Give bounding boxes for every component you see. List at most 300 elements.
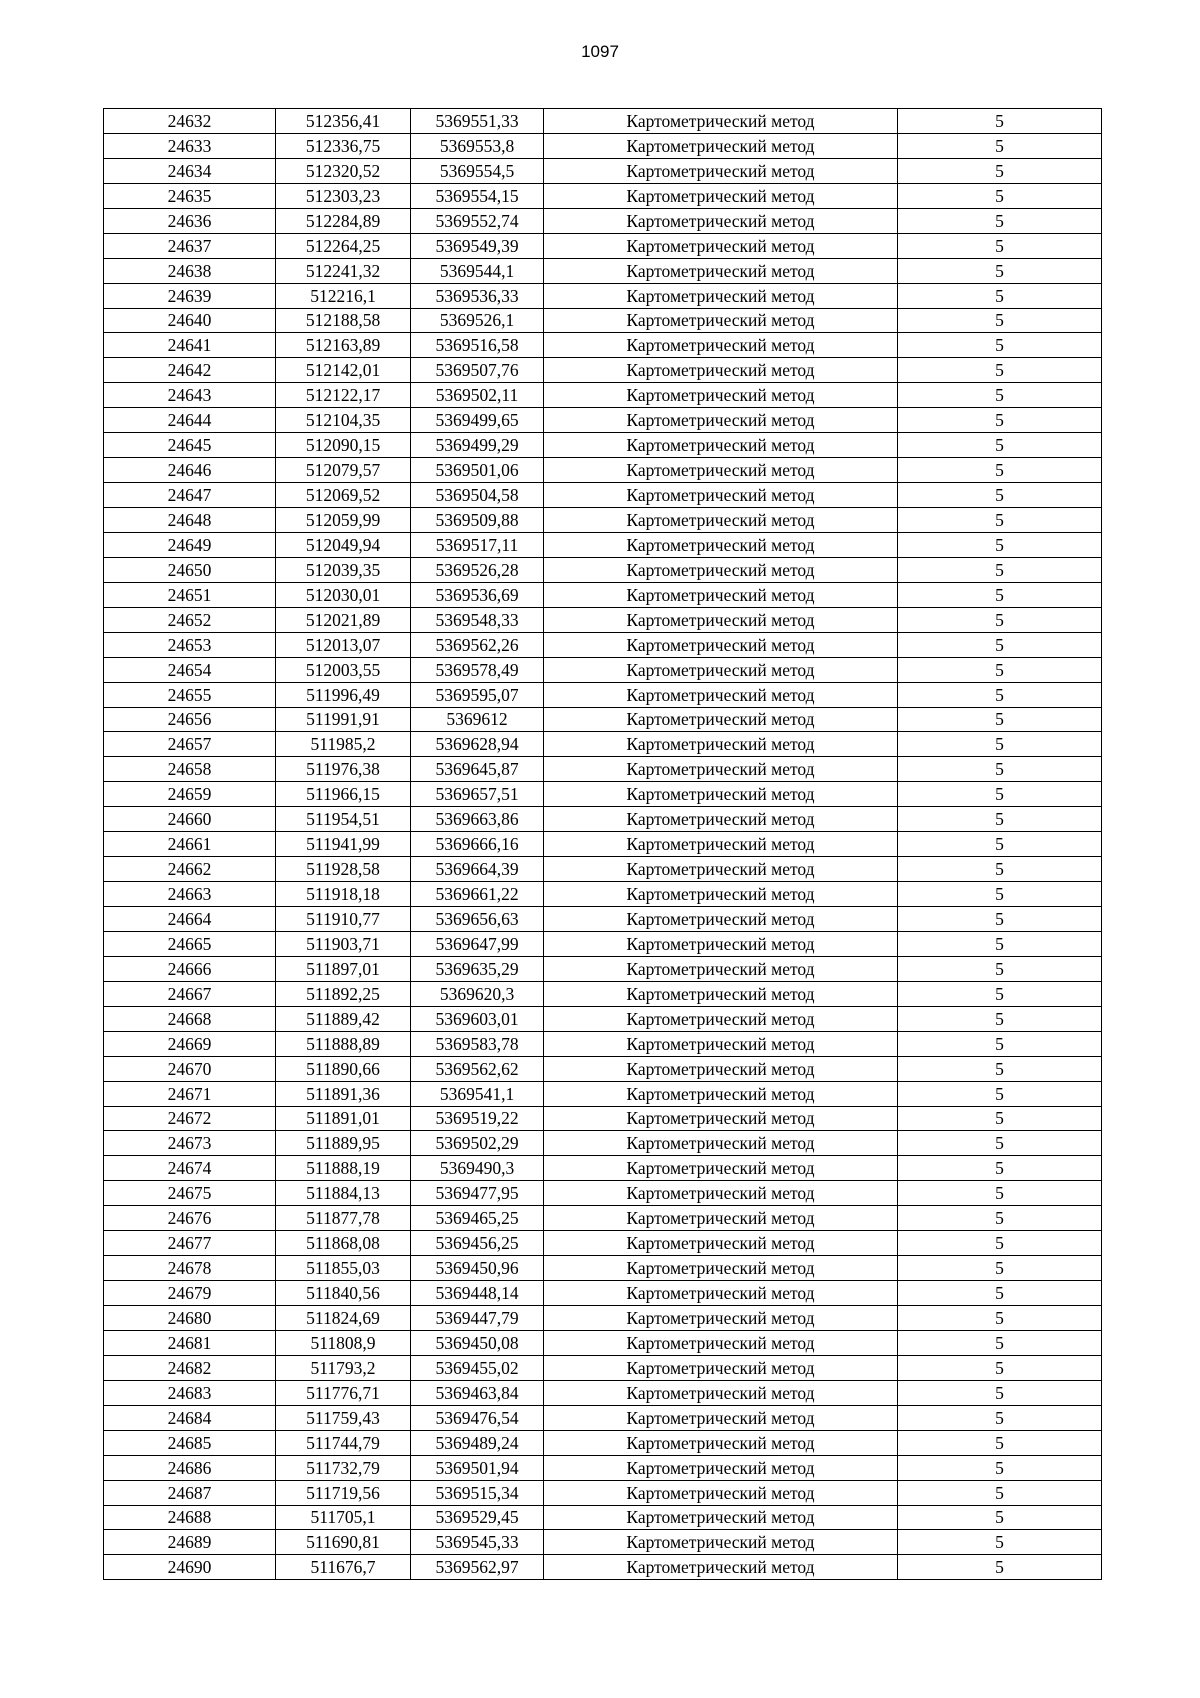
x-coordinate-cell: 511884,13 [276,1181,411,1206]
y-coordinate-cell: 5369635,29 [411,956,544,981]
table-row [104,1430,1102,1455]
x-coordinate-cell: 512320,52 [276,158,411,183]
table-row [104,557,1102,582]
x-coordinate-cell: 511928,58 [276,857,411,882]
x-coordinate-cell: 511705,1 [276,1505,411,1530]
x-coordinate-cell: 512013,07 [276,632,411,657]
y-coordinate-cell: 5369502,11 [411,383,544,408]
table-row [104,1480,1102,1505]
accuracy-cell: 5 [898,1156,1102,1181]
point-number-cell: 24646 [104,458,276,483]
method-cell: Картометрический метод [544,508,898,533]
method-cell: Картометрический метод [544,233,898,258]
method-cell: Картометрический метод [544,532,898,557]
table-row [104,1505,1102,1530]
method-cell: Картометрический метод [544,956,898,981]
table-row [104,1131,1102,1156]
point-number-cell: 24675 [104,1181,276,1206]
accuracy-cell: 5 [898,208,1102,233]
table-row [104,258,1102,283]
y-coordinate-cell: 5369450,08 [411,1330,544,1355]
method-cell: Картометрический метод [544,1081,898,1106]
y-coordinate-cell: 5369544,1 [411,258,544,283]
accuracy-cell: 5 [898,632,1102,657]
table-row [104,383,1102,408]
point-number-cell: 24674 [104,1156,276,1181]
table-row [104,1156,1102,1181]
method-cell: Картометрический метод [544,208,898,233]
accuracy-cell: 5 [898,707,1102,732]
point-number-cell: 24658 [104,757,276,782]
method-cell: Картометрический метод [544,1355,898,1380]
y-coordinate-cell: 5369562,97 [411,1555,544,1580]
point-number-cell: 24665 [104,931,276,956]
x-coordinate-cell: 512090,15 [276,433,411,458]
accuracy-cell: 5 [898,807,1102,832]
table-row [104,607,1102,632]
point-number-cell: 24653 [104,632,276,657]
y-coordinate-cell: 5369647,99 [411,931,544,956]
y-coordinate-cell: 5369541,1 [411,1081,544,1106]
method-cell: Картометрический метод [544,1430,898,1455]
point-number-cell: 24644 [104,408,276,433]
accuracy-cell: 5 [898,832,1102,857]
y-coordinate-cell: 5369595,07 [411,682,544,707]
accuracy-cell: 5 [898,458,1102,483]
accuracy-cell: 5 [898,1131,1102,1156]
method-cell: Картометрический метод [544,707,898,732]
table-row [104,1081,1102,1106]
point-number-cell: 24636 [104,208,276,233]
x-coordinate-cell: 511732,79 [276,1455,411,1480]
accuracy-cell: 5 [898,1555,1102,1580]
accuracy-cell: 5 [898,1231,1102,1256]
accuracy-cell: 5 [898,1031,1102,1056]
table-row [104,1555,1102,1580]
table-row [104,1206,1102,1231]
table-row [104,508,1102,533]
accuracy-cell: 5 [898,1530,1102,1555]
method-cell: Картометрический метод [544,1330,898,1355]
table-row [104,1256,1102,1281]
x-coordinate-cell: 511910,77 [276,907,411,932]
method-cell: Картометрический метод [544,557,898,582]
accuracy-cell: 5 [898,607,1102,632]
point-number-cell: 24667 [104,981,276,1006]
point-number-cell: 24676 [104,1206,276,1231]
point-number-cell: 24677 [104,1231,276,1256]
method-cell: Картометрический метод [544,1031,898,1056]
accuracy-cell: 5 [898,1355,1102,1380]
accuracy-cell: 5 [898,109,1102,134]
method-cell: Картометрический метод [544,458,898,483]
point-number-cell: 24656 [104,707,276,732]
x-coordinate-cell: 511903,71 [276,931,411,956]
accuracy-cell: 5 [898,1106,1102,1131]
y-coordinate-cell: 5369548,33 [411,607,544,632]
x-coordinate-cell: 511690,81 [276,1530,411,1555]
x-coordinate-cell: 511719,56 [276,1480,411,1505]
point-number-cell: 24657 [104,732,276,757]
point-number-cell: 24681 [104,1330,276,1355]
point-number-cell: 24632 [104,109,276,134]
x-coordinate-cell: 511840,56 [276,1281,411,1306]
table-row [104,956,1102,981]
table-row [104,907,1102,932]
point-number-cell: 24664 [104,907,276,932]
x-coordinate-cell: 511996,49 [276,682,411,707]
table-row [104,233,1102,258]
y-coordinate-cell: 5369519,22 [411,1106,544,1131]
x-coordinate-cell: 512122,17 [276,383,411,408]
accuracy-cell: 5 [898,408,1102,433]
table-row [104,283,1102,308]
method-cell: Картометрический метод [544,1206,898,1231]
page-number: 1097 [581,42,619,61]
y-coordinate-cell: 5369490,3 [411,1156,544,1181]
y-coordinate-cell: 5369536,69 [411,582,544,607]
y-coordinate-cell: 5369447,79 [411,1306,544,1331]
accuracy-cell: 5 [898,233,1102,258]
table-row [104,458,1102,483]
table-row [104,333,1102,358]
y-coordinate-cell: 5369476,54 [411,1405,544,1430]
y-coordinate-cell: 5369666,16 [411,832,544,857]
accuracy-cell: 5 [898,1330,1102,1355]
y-coordinate-cell: 5369554,5 [411,158,544,183]
method-cell: Картометрический метод [544,981,898,1006]
y-coordinate-cell: 5369516,58 [411,333,544,358]
method-cell: Картометрический метод [544,882,898,907]
table-row [104,483,1102,508]
point-number-cell: 24661 [104,832,276,857]
accuracy-cell: 5 [898,682,1102,707]
method-cell: Картометрический метод [544,1006,898,1031]
y-coordinate-cell: 5369663,86 [411,807,544,832]
y-coordinate-cell: 5369456,25 [411,1231,544,1256]
point-number-cell: 24655 [104,682,276,707]
table-row [104,1306,1102,1331]
point-number-cell: 24671 [104,1081,276,1106]
method-cell: Картометрический метод [544,657,898,682]
x-coordinate-cell: 511890,66 [276,1056,411,1081]
x-coordinate-cell: 511676,7 [276,1555,411,1580]
method-cell: Картометрический метод [544,133,898,158]
table-row [104,1530,1102,1555]
y-coordinate-cell: 5369501,06 [411,458,544,483]
x-coordinate-cell: 511954,51 [276,807,411,832]
method-cell: Картометрический метод [544,1480,898,1505]
y-coordinate-cell: 5369526,1 [411,308,544,333]
y-coordinate-cell: 5369499,29 [411,433,544,458]
point-number-cell: 24638 [104,258,276,283]
point-number-cell: 24669 [104,1031,276,1056]
accuracy-cell: 5 [898,532,1102,557]
accuracy-cell: 5 [898,333,1102,358]
accuracy-cell: 5 [898,1380,1102,1405]
x-coordinate-cell: 511888,19 [276,1156,411,1181]
table-row [104,133,1102,158]
accuracy-cell: 5 [898,981,1102,1006]
table-row [104,408,1102,433]
point-number-cell: 24684 [104,1405,276,1430]
point-number-cell: 24634 [104,158,276,183]
accuracy-cell: 5 [898,383,1102,408]
y-coordinate-cell: 5369515,34 [411,1480,544,1505]
method-cell: Картометрический метод [544,782,898,807]
x-coordinate-cell: 511855,03 [276,1256,411,1281]
table-row [104,433,1102,458]
x-coordinate-cell: 512003,55 [276,657,411,682]
x-coordinate-cell: 511976,38 [276,757,411,782]
x-coordinate-cell: 511891,01 [276,1106,411,1131]
accuracy-cell: 5 [898,1181,1102,1206]
x-coordinate-cell: 512163,89 [276,333,411,358]
method-cell: Картометрический метод [544,433,898,458]
accuracy-cell: 5 [898,732,1102,757]
method-cell: Картометрический метод [544,632,898,657]
accuracy-cell: 5 [898,258,1102,283]
point-number-cell: 24680 [104,1306,276,1331]
table-row [104,707,1102,732]
accuracy-cell: 5 [898,1006,1102,1031]
x-coordinate-cell: 512079,57 [276,458,411,483]
accuracy-cell: 5 [898,582,1102,607]
y-coordinate-cell: 5369455,02 [411,1355,544,1380]
point-number-cell: 24648 [104,508,276,533]
point-number-cell: 24642 [104,358,276,383]
y-coordinate-cell: 5369463,84 [411,1380,544,1405]
y-coordinate-cell: 5369657,51 [411,782,544,807]
method-cell: Картометрический метод [544,682,898,707]
x-coordinate-cell: 512104,35 [276,408,411,433]
point-number-cell: 24678 [104,1256,276,1281]
point-number-cell: 24662 [104,857,276,882]
coordinates-table [103,108,1102,1580]
x-coordinate-cell: 512241,32 [276,258,411,283]
method-cell: Картометрический метод [544,158,898,183]
method-cell: Картометрический метод [544,408,898,433]
point-number-cell: 24651 [104,582,276,607]
x-coordinate-cell: 512059,99 [276,508,411,533]
y-coordinate-cell: 5369552,74 [411,208,544,233]
table-row [104,582,1102,607]
y-coordinate-cell: 5369517,11 [411,532,544,557]
point-number-cell: 24686 [104,1455,276,1480]
point-number-cell: 24666 [104,956,276,981]
table-row [104,208,1102,233]
point-number-cell: 24659 [104,782,276,807]
y-coordinate-cell: 5369509,88 [411,508,544,533]
method-cell: Картометрический метод [544,1530,898,1555]
method-cell: Картометрический метод [544,1281,898,1306]
y-coordinate-cell: 5369562,62 [411,1056,544,1081]
method-cell: Картометрический метод [544,582,898,607]
table-row [104,832,1102,857]
method-cell: Картометрический метод [544,757,898,782]
table-row [104,1330,1102,1355]
point-number-cell: 24670 [104,1056,276,1081]
y-coordinate-cell: 5369645,87 [411,757,544,782]
accuracy-cell: 5 [898,1480,1102,1505]
method-cell: Картометрический метод [544,832,898,857]
accuracy-cell: 5 [898,1256,1102,1281]
y-coordinate-cell: 5369504,58 [411,483,544,508]
method-cell: Картометрический метод [544,283,898,308]
accuracy-cell: 5 [898,956,1102,981]
accuracy-cell: 5 [898,1281,1102,1306]
method-cell: Картометрический метод [544,732,898,757]
point-number-cell: 24654 [104,657,276,682]
x-coordinate-cell: 511808,9 [276,1330,411,1355]
point-number-cell: 24682 [104,1355,276,1380]
accuracy-cell: 5 [898,1056,1102,1081]
table-row [104,183,1102,208]
accuracy-cell: 5 [898,158,1102,183]
point-number-cell: 24683 [104,1380,276,1405]
accuracy-cell: 5 [898,1455,1102,1480]
y-coordinate-cell: 5369477,95 [411,1181,544,1206]
table-row [104,109,1102,134]
point-number-cell: 24690 [104,1555,276,1580]
x-coordinate-cell: 511868,08 [276,1231,411,1256]
x-coordinate-cell: 511793,2 [276,1355,411,1380]
accuracy-cell: 5 [898,133,1102,158]
y-coordinate-cell: 5369578,49 [411,657,544,682]
method-cell: Картометрический метод [544,1405,898,1430]
accuracy-cell: 5 [898,183,1102,208]
table-row [104,1355,1102,1380]
method-cell: Картометрический метод [544,1106,898,1131]
table-row [104,1281,1102,1306]
table-row [104,1106,1102,1131]
point-number-cell: 24689 [104,1530,276,1555]
x-coordinate-cell: 511759,43 [276,1405,411,1430]
accuracy-cell: 5 [898,1430,1102,1455]
x-coordinate-cell: 511824,69 [276,1306,411,1331]
method-cell: Картометрический метод [544,1056,898,1081]
table-row [104,981,1102,1006]
x-coordinate-cell: 511889,42 [276,1006,411,1031]
method-cell: Картометрический метод [544,383,898,408]
table-body [104,109,1102,1580]
method-cell: Картометрический метод [544,308,898,333]
table-row [104,1056,1102,1081]
x-coordinate-cell: 512356,41 [276,109,411,134]
y-coordinate-cell: 5369603,01 [411,1006,544,1031]
accuracy-cell: 5 [898,931,1102,956]
point-number-cell: 24652 [104,607,276,632]
table-row [104,1405,1102,1430]
table-row [104,1006,1102,1031]
y-coordinate-cell: 5369502,29 [411,1131,544,1156]
y-coordinate-cell: 5369612 [411,707,544,732]
point-number-cell: 24645 [104,433,276,458]
point-number-cell: 24668 [104,1006,276,1031]
table-row [104,1181,1102,1206]
x-coordinate-cell: 511918,18 [276,882,411,907]
accuracy-cell: 5 [898,782,1102,807]
table-row [104,532,1102,557]
method-cell: Картометрический метод [544,1555,898,1580]
point-number-cell: 24673 [104,1131,276,1156]
accuracy-cell: 5 [898,757,1102,782]
y-coordinate-cell: 5369448,14 [411,1281,544,1306]
point-number-cell: 24672 [104,1106,276,1131]
x-coordinate-cell: 511941,99 [276,832,411,857]
accuracy-cell: 5 [898,508,1102,533]
x-coordinate-cell: 511877,78 [276,1206,411,1231]
accuracy-cell: 5 [898,433,1102,458]
method-cell: Картометрический метод [544,1156,898,1181]
y-coordinate-cell: 5369661,22 [411,882,544,907]
y-coordinate-cell: 5369499,65 [411,408,544,433]
method-cell: Картометрический метод [544,857,898,882]
table-row [104,657,1102,682]
x-coordinate-cell: 512049,94 [276,532,411,557]
y-coordinate-cell: 5369664,39 [411,857,544,882]
y-coordinate-cell: 5369553,8 [411,133,544,158]
table-row [104,857,1102,882]
accuracy-cell: 5 [898,557,1102,582]
method-cell: Картометрический метод [544,607,898,632]
accuracy-cell: 5 [898,1306,1102,1331]
y-coordinate-cell: 5369628,94 [411,732,544,757]
table-row [104,807,1102,832]
method-cell: Картометрический метод [544,258,898,283]
table-row [104,1380,1102,1405]
accuracy-cell: 5 [898,657,1102,682]
y-coordinate-cell: 5369620,3 [411,981,544,1006]
x-coordinate-cell: 512188,58 [276,308,411,333]
point-number-cell: 24639 [104,283,276,308]
y-coordinate-cell: 5369549,39 [411,233,544,258]
point-number-cell: 24650 [104,557,276,582]
method-cell: Картометрический метод [544,1256,898,1281]
accuracy-cell: 5 [898,882,1102,907]
point-number-cell: 24641 [104,333,276,358]
method-cell: Картометрический метод [544,333,898,358]
y-coordinate-cell: 5369465,25 [411,1206,544,1231]
table-row [104,882,1102,907]
point-number-cell: 24633 [104,133,276,158]
table-row [104,732,1102,757]
y-coordinate-cell: 5369656,63 [411,907,544,932]
table-row [104,757,1102,782]
point-number-cell: 24663 [104,882,276,907]
x-coordinate-cell: 511776,71 [276,1380,411,1405]
method-cell: Картометрический метод [544,1131,898,1156]
point-number-cell: 24688 [104,1505,276,1530]
table-row [104,682,1102,707]
method-cell: Картометрический метод [544,483,898,508]
method-cell: Картометрический метод [544,931,898,956]
y-coordinate-cell: 5369551,33 [411,109,544,134]
point-number-cell: 24660 [104,807,276,832]
accuracy-cell: 5 [898,1206,1102,1231]
y-coordinate-cell: 5369450,96 [411,1256,544,1281]
point-number-cell: 24679 [104,1281,276,1306]
y-coordinate-cell: 5369562,26 [411,632,544,657]
x-coordinate-cell: 512284,89 [276,208,411,233]
x-coordinate-cell: 512069,52 [276,483,411,508]
x-coordinate-cell: 512216,1 [276,283,411,308]
point-number-cell: 24637 [104,233,276,258]
table-row [104,1231,1102,1256]
method-cell: Картометрический метод [544,1455,898,1480]
accuracy-cell: 5 [898,1505,1102,1530]
table-row [104,358,1102,383]
